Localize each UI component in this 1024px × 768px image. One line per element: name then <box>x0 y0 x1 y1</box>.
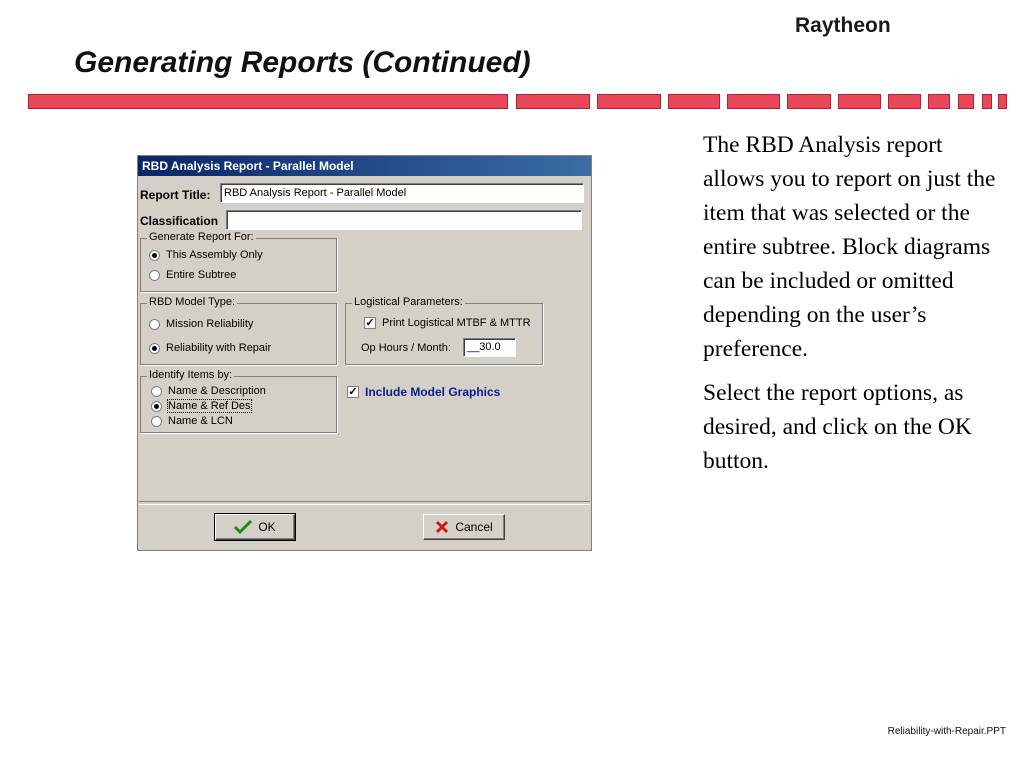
cancel-label: Cancel <box>455 520 493 534</box>
description-text <box>703 128 1003 488</box>
radio-unselected-icon <box>151 416 162 427</box>
model-type-group <box>140 296 337 365</box>
checkmark-icon <box>234 520 252 534</box>
slide-title: Generating Reports (Continued) <box>74 46 531 79</box>
classification-label: Classification <box>140 214 219 228</box>
radio-selected-icon <box>149 343 160 354</box>
dialog-titlebar[interactable]: RBD Analysis Report - Parallel Model <box>138 156 591 176</box>
report-title-input[interactable]: RBD Analysis Report - Parallel Model <box>220 183 584 203</box>
logistical-params-group <box>345 296 543 365</box>
close-icon <box>435 520 449 534</box>
radio-mission-reliability[interactable] <box>149 318 253 330</box>
radio-name-lcn[interactable] <box>151 415 233 427</box>
radio-label: Reliability with Repair <box>166 342 272 354</box>
logistical-legend: Logistical Parameters: <box>354 296 463 308</box>
checkbox-label: Print Logistical MTBF & MTTR <box>382 317 531 329</box>
radio-unselected-icon <box>149 270 160 281</box>
radio-selected-icon <box>151 401 162 412</box>
radio-selected-icon <box>149 250 160 261</box>
ok-label: OK <box>258 520 276 534</box>
checkbox-label: Include Model Graphics <box>365 385 501 399</box>
radio-name-ref-des[interactable] <box>151 400 251 412</box>
op-hours-input[interactable]: __30.0 <box>463 338 516 357</box>
rbd-report-dialog <box>137 155 592 551</box>
generate-for-group <box>140 231 337 292</box>
radio-name-description[interactable] <box>151 385 266 397</box>
ok-button[interactable] <box>215 514 295 540</box>
report-title-label: Report Title: <box>140 188 211 202</box>
radio-entire-subtree[interactable] <box>149 269 236 281</box>
generate-for-legend: Generate Report For: <box>149 231 254 243</box>
cancel-button[interactable] <box>423 514 505 540</box>
model-type-legend: RBD Model Type: <box>149 296 236 308</box>
description-paragraph: The RBD Analysis report allows you to report on just the item that was selected or the entire subtree. Block diagrams can be included or omitted depending on the user’s preference. <box>703 132 996 362</box>
radio-unselected-icon <box>149 319 160 330</box>
identify-legend: Identify Items by: <box>149 369 233 381</box>
radio-label: Entire Subtree <box>166 269 237 281</box>
radio-label: Mission Reliability <box>166 318 254 330</box>
radio-this-assembly-only[interactable] <box>149 249 263 261</box>
op-hours-label: Op Hours / Month: <box>361 342 451 354</box>
checkmark-icon: ✓ <box>348 386 358 398</box>
checkmark-icon: ✓ <box>365 317 375 329</box>
identify-items-group <box>140 369 337 433</box>
radio-unselected-icon <box>151 386 162 397</box>
footer-filename: Reliability-with-Repair.PPT <box>887 726 1006 737</box>
radio-label: Name & Ref Des <box>168 400 251 412</box>
radio-label: Name & Description <box>168 385 266 397</box>
radio-label: This Assembly Only <box>166 249 263 261</box>
include-graphics-checkbox[interactable] <box>347 385 500 399</box>
print-logistical-checkbox[interactable] <box>364 317 531 329</box>
button-separator <box>139 501 590 505</box>
instruction-paragraph: Select the report options, as desired, and click on the OK button. <box>703 380 972 474</box>
radio-label: Name & LCN <box>168 415 233 427</box>
radio-reliability-with-repair[interactable] <box>149 342 271 354</box>
raytheon-logo: Raytheon <box>795 14 891 37</box>
op-hours-row <box>361 342 451 354</box>
classification-input[interactable] <box>226 210 582 230</box>
